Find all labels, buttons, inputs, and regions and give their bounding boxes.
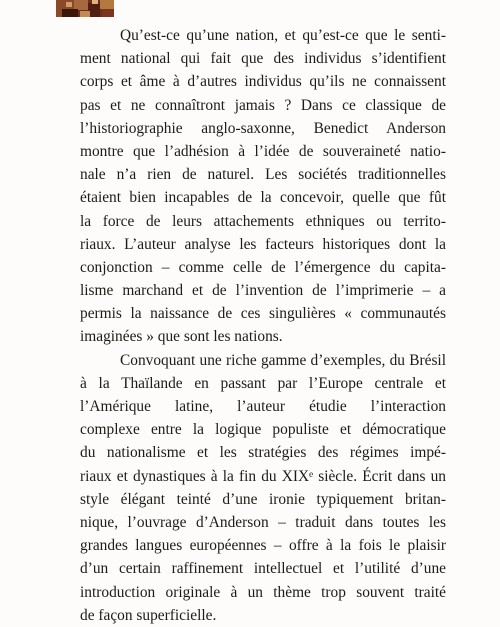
text-line: nale n’a rien de naturel. Les sociétés traditionnelles [80, 166, 446, 184]
text-line: étaient bien incapables de la concevoir, quelle que fût [80, 189, 446, 207]
text-line: du nationalisme et les stratégies des régimes impé- [80, 444, 446, 462]
text-line: l’Amérique latine, l’auteur étudie l’interaction [80, 398, 446, 415]
text-line: pas et ne connaîtront jamais ? Dans ce classique de [80, 96, 446, 114]
text-line: nique, l’ouvrage d’Anderson – traduit dans toutes les [80, 513, 446, 531]
text-line: conjonction – comme celle de l’émergence du capita- [80, 258, 446, 276]
text-line: lisme marchand et de l’invention de l’imprimerie – a [80, 282, 446, 300]
text-line: corps et âme à d’autres individus qu’ils ne connaissent [80, 73, 446, 91]
back-cover-text [80, 24, 446, 627]
text-line: permis la naissance de ces singulières « communautés [80, 305, 446, 323]
text-line: à la Thaïlande en passant par l’Europe centrale et [80, 374, 446, 392]
text-line: de façon superficielle. [80, 606, 217, 624]
text-line: riaux et dynastiques à la fin du XIXᵉ siècle. Écrit dans un [80, 467, 446, 485]
cover-image-art [56, 0, 114, 17]
paragraph-1 [80, 24, 446, 349]
text-line: imaginées » que sont les nations. [80, 328, 283, 346]
text-line: style élégant teinté d’une ironie typiquement britan- [80, 490, 446, 508]
text-line: la force de leurs attachements ethniques ou territo- [80, 212, 446, 230]
cover-image-fragment [56, 0, 114, 17]
text-line: complexe entre la logique populiste et démocratique [80, 421, 446, 439]
text-line: riaux. L’auteur analyse les facteurs historiques dont la [80, 235, 446, 253]
text-line: Qu’est-ce qu’une nation, et qu’est-ce que le senti- [120, 27, 446, 44]
text-line: Convoquant une riche gamme d’exemples, du Brésil [120, 351, 446, 369]
text-line: d’un certain raffinement intellectuel et l’utilité d’une [80, 560, 446, 578]
text-line: montre que l’adhésion à l’idée de souveraineté natio- [80, 142, 446, 160]
text-line: l’historiographie anglo-saxonne, Benedict Anderson [80, 119, 446, 137]
paragraph-2 [80, 349, 446, 627]
text-line: ment national qui fait que des individus s’identifient [80, 50, 446, 68]
text-line: grandes langues européennes – offre à la fois le plaisir [80, 537, 446, 555]
text-line: introduction originale à un thème trop souvent traité [80, 583, 446, 601]
